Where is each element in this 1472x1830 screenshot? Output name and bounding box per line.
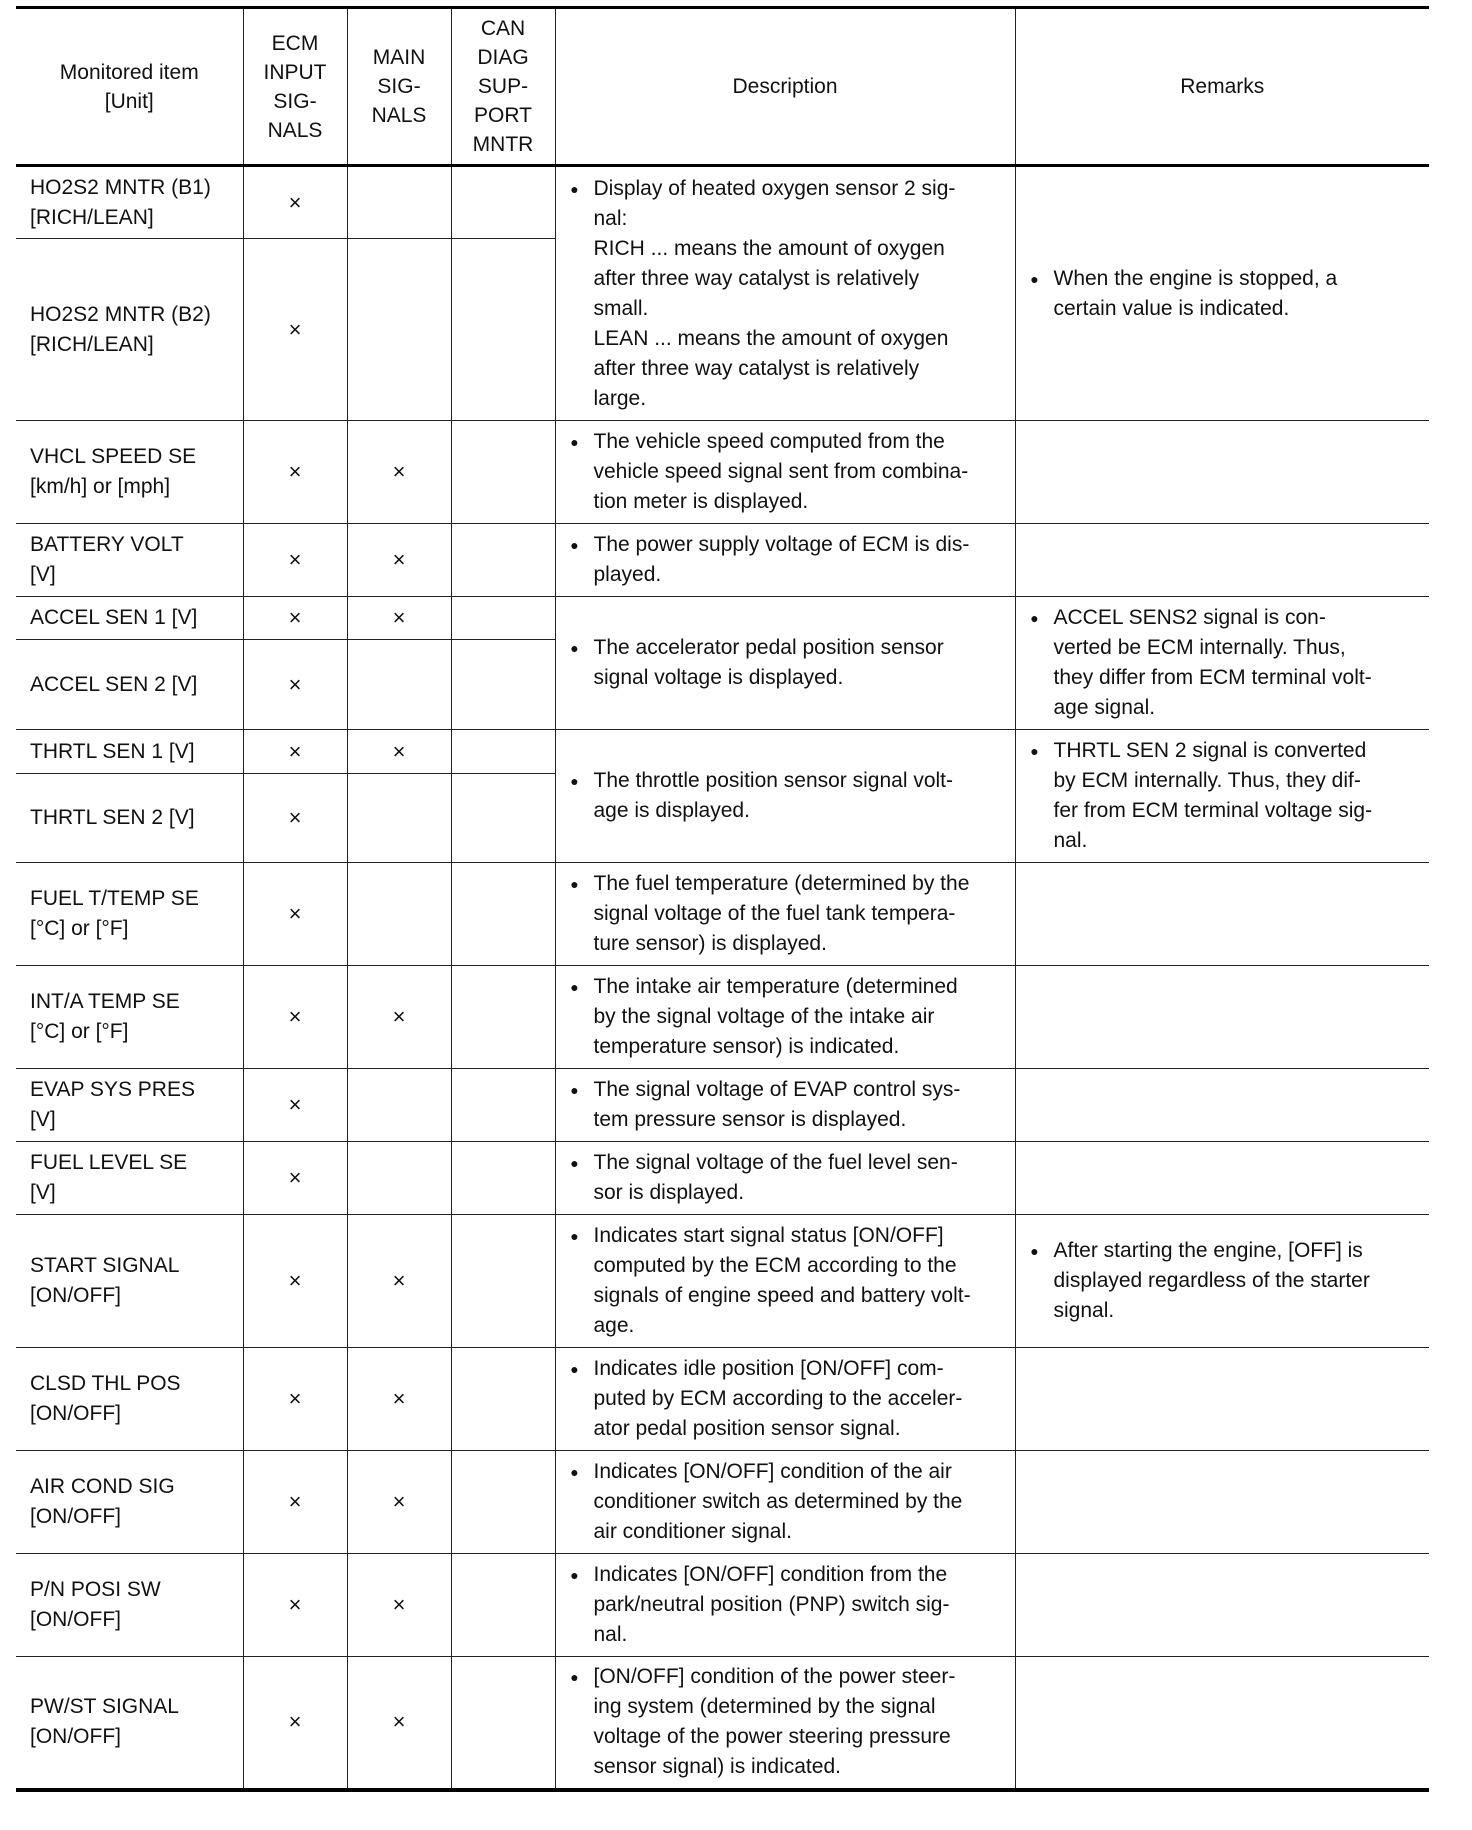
table-row	[16, 1215, 1429, 1348]
remarks-cell	[1015, 1142, 1429, 1215]
bullet-icon: ●	[570, 537, 579, 553]
description-cell: ● The signal voltage of EVAP control sys- tem pressure sensor is displayed.	[555, 1069, 1015, 1142]
table-row	[16, 597, 1429, 640]
bullet-icon: ●	[570, 1669, 579, 1686]
ecm-input-mark: ×	[243, 1348, 347, 1451]
description-cell: ● The accelerator pedal position sensor signal voltage is displayed.	[555, 597, 1015, 730]
bullet-icon: ●	[570, 1155, 579, 1171]
main-signal-mark: ×	[347, 421, 451, 524]
bullet-icon: ●	[570, 1361, 579, 1377]
main-signal-mark: ×	[347, 597, 451, 640]
description-cell: ● The vehicle speed computed from the vehicle speed signal sent from combina- tion meter is displayed.	[555, 421, 1015, 524]
bullet-icon: ●	[570, 434, 579, 450]
header-can-diag-support-mntr: CAN DIAG SUP- PORT MNTR	[451, 8, 555, 166]
table-row	[16, 730, 1429, 774]
item-air-cond-sig: AIR COND SIG [ON/OFF]	[16, 1451, 243, 1554]
main-signal-mark	[347, 239, 451, 421]
item-fuel-t-temp-se: FUEL T/TEMP SE [°C] or [°F]	[16, 863, 243, 966]
ecm-input-mark: ×	[243, 524, 347, 597]
can-diag-mark	[451, 774, 555, 863]
remarks-cell: ● When the engine is stopped, a certain value is indicated.	[1015, 166, 1429, 421]
monitor-table-container	[16, 6, 1429, 1792]
item-ho2s2-mntr-b2: HO2S2 MNTR (B2) [RICH/LEAN]	[16, 239, 243, 421]
ecm-input-mark: ×	[243, 774, 347, 863]
table-row	[16, 1348, 1429, 1451]
header-ecm-input-signals: ECM INPUT SIG- NALS	[243, 8, 347, 166]
can-diag-mark	[451, 1348, 555, 1451]
can-diag-mark	[451, 640, 555, 730]
ecm-input-mark: ×	[243, 597, 347, 640]
bullet-icon: ●	[570, 1228, 579, 1244]
main-signal-mark: ×	[347, 966, 451, 1069]
description-cell: ● Indicates idle position [ON/OFF] com- puted by ECM according to the acceler- ator pedal position sensor signal.	[555, 1348, 1015, 1451]
header-description: Description	[555, 8, 1015, 166]
can-diag-mark	[451, 1142, 555, 1215]
description-cell: ● The fuel temperature (determined by the signal voltage of the fuel tank tempera- ture sensor) is displayed.	[555, 863, 1015, 966]
item-thrtl-sen-1: THRTL SEN 1 [V]	[16, 730, 243, 774]
ecm-input-mark: ×	[243, 863, 347, 966]
remarks-cell	[1015, 524, 1429, 597]
bullet-icon: ●	[570, 1464, 579, 1480]
bullet-icon: ●	[570, 1082, 579, 1098]
ecm-input-mark: ×	[243, 1142, 347, 1215]
ecm-input-mark: ×	[243, 239, 347, 421]
main-signal-mark	[347, 1069, 451, 1142]
can-diag-mark	[451, 166, 555, 239]
item-start-signal: START SIGNAL [ON/OFF]	[16, 1215, 243, 1348]
ecm-input-mark: ×	[243, 1451, 347, 1554]
remarks-cell	[1015, 863, 1429, 966]
can-diag-mark	[451, 730, 555, 774]
description-cell: ● The signal voltage of the fuel level sen- sor is displayed.	[555, 1142, 1015, 1215]
table-row	[16, 166, 1429, 239]
ecm-input-mark: ×	[243, 966, 347, 1069]
can-diag-mark	[451, 421, 555, 524]
bullet-icon: ●	[1030, 610, 1039, 626]
can-diag-mark	[451, 597, 555, 640]
table-row	[16, 1451, 1429, 1554]
item-accel-sen-2: ACCEL SEN 2 [V]	[16, 640, 243, 730]
can-diag-mark	[451, 1554, 555, 1657]
ecm-input-mark: ×	[243, 1657, 347, 1790]
item-pw-st-signal: PW/ST SIGNAL [ON/OFF]	[16, 1657, 243, 1790]
table-row	[16, 1069, 1429, 1142]
can-diag-mark	[451, 239, 555, 421]
header-remarks: Remarks	[1015, 8, 1429, 166]
can-diag-mark	[451, 966, 555, 1069]
header-monitored-item: Monitored item [Unit]	[16, 8, 243, 166]
can-diag-mark	[451, 863, 555, 966]
ecm-input-mark: ×	[243, 166, 347, 239]
main-signal-mark: ×	[347, 730, 451, 774]
description-cell: ● The throttle position sensor signal volt- age is displayed.	[555, 730, 1015, 863]
description-cell: ● Indicates [ON/OFF] condition from the park/neutral position (PNP) switch sig- nal.	[555, 1554, 1015, 1657]
bullet-icon: ●	[570, 773, 579, 789]
data-monitor-table	[16, 6, 1429, 1792]
table-row	[16, 966, 1429, 1069]
main-signal-mark	[347, 1142, 451, 1215]
item-accel-sen-1: ACCEL SEN 1 [V]	[16, 597, 243, 640]
table-row	[16, 421, 1429, 524]
item-ho2s2-mntr-b1: HO2S2 MNTR (B1) [RICH/LEAN]	[16, 166, 243, 239]
remarks-cell: ● THRTL SEN 2 signal is converted by ECM internally. Thus, they dif- fer from ECM terminal voltage sig- nal.	[1015, 730, 1429, 863]
main-signal-mark: ×	[347, 524, 451, 597]
table-row	[16, 1554, 1429, 1657]
description-cell: ● The intake air temperature (determined by the signal voltage of the intake air temperature sensor) is indicated.	[555, 966, 1015, 1069]
table-row	[16, 524, 1429, 597]
bullet-icon: ●	[570, 876, 579, 892]
bullet-icon: ●	[570, 1567, 579, 1583]
table-row	[16, 1657, 1429, 1790]
main-signal-mark: ×	[347, 1451, 451, 1554]
header-main-signals: MAIN SIG- NALS	[347, 8, 451, 166]
main-signal-mark: ×	[347, 1348, 451, 1451]
can-diag-mark	[451, 1215, 555, 1348]
main-signal-mark: ×	[347, 1554, 451, 1657]
ecm-input-mark: ×	[243, 421, 347, 524]
ecm-input-mark: ×	[243, 1215, 347, 1348]
can-diag-mark	[451, 1069, 555, 1142]
ecm-input-mark: ×	[243, 1069, 347, 1142]
remarks-cell	[1015, 966, 1429, 1069]
item-p-n-posi-sw: P/N POSI SW [ON/OFF]	[16, 1554, 243, 1657]
item-fuel-level-se: FUEL LEVEL SE [V]	[16, 1142, 243, 1215]
remarks-cell	[1015, 1069, 1429, 1142]
item-battery-volt: BATTERY VOLT [V]	[16, 524, 243, 597]
main-signal-mark: ×	[347, 1657, 451, 1790]
header-row	[16, 8, 1429, 166]
main-signal-mark	[347, 863, 451, 966]
item-evap-sys-pres: EVAP SYS PRES [V]	[16, 1069, 243, 1142]
remarks-cell: ● ACCEL SENS2 signal is con- verted be ECM internally. Thus, they differ from ECM terminal volt- age signal.	[1015, 597, 1429, 730]
remarks-cell	[1015, 1348, 1429, 1451]
can-diag-mark	[451, 524, 555, 597]
can-diag-mark	[451, 1451, 555, 1554]
remarks-cell	[1015, 1554, 1429, 1657]
item-clsd-thl-pos: CLSD THL POS [ON/OFF]	[16, 1348, 243, 1451]
main-signal-mark	[347, 166, 451, 239]
remarks-cell: ● After starting the engine, [OFF] is displayed regardless of the starter signal.	[1015, 1215, 1429, 1348]
bullet-icon: ●	[570, 180, 579, 197]
description-cell: ● Display of heated oxygen sensor 2 sig- nal: RICH ... means the amount of oxygen after three way catalyst is relatively small. LEAN ... means the amount of oxygen after three way catalyst is relatively large.	[555, 166, 1015, 421]
main-signal-mark	[347, 640, 451, 730]
bullet-icon: ●	[1030, 1243, 1039, 1259]
description-cell: ● Indicates [ON/OFF] condition of the air conditioner switch as determined by the air conditioner signal.	[555, 1451, 1015, 1554]
main-signal-mark	[347, 774, 451, 863]
remarks-cell	[1015, 421, 1429, 524]
ecm-input-mark: ×	[243, 730, 347, 774]
ecm-input-mark: ×	[243, 640, 347, 730]
item-int-a-temp-se: INT/A TEMP SE [°C] or [°F]	[16, 966, 243, 1069]
bullet-icon: ●	[570, 640, 579, 656]
table-row	[16, 1142, 1429, 1215]
bullet-icon: ●	[1030, 743, 1039, 759]
table-row	[16, 863, 1429, 966]
description-cell: ● Indicates start signal status [ON/OFF] computed by the ECM according to the signals of engine speed and battery volt- age.	[555, 1215, 1015, 1348]
bullet-icon: ●	[1030, 270, 1039, 287]
can-diag-mark	[451, 1657, 555, 1790]
main-signal-mark: ×	[347, 1215, 451, 1348]
bullet-icon: ●	[570, 979, 579, 995]
ecm-input-mark: ×	[243, 1554, 347, 1657]
remarks-cell	[1015, 1451, 1429, 1554]
item-thrtl-sen-2: THRTL SEN 2 [V]	[16, 774, 243, 863]
description-cell: ● The power supply voltage of ECM is dis- played.	[555, 524, 1015, 597]
description-cell: ● [ON/OFF] condition of the power steer- ing system (determined by the signal voltage of the power steering pressure sensor signal) is indicated.	[555, 1657, 1015, 1790]
item-vhcl-speed-se: VHCL SPEED SE [km/h] or [mph]	[16, 421, 243, 524]
remarks-cell	[1015, 1657, 1429, 1790]
